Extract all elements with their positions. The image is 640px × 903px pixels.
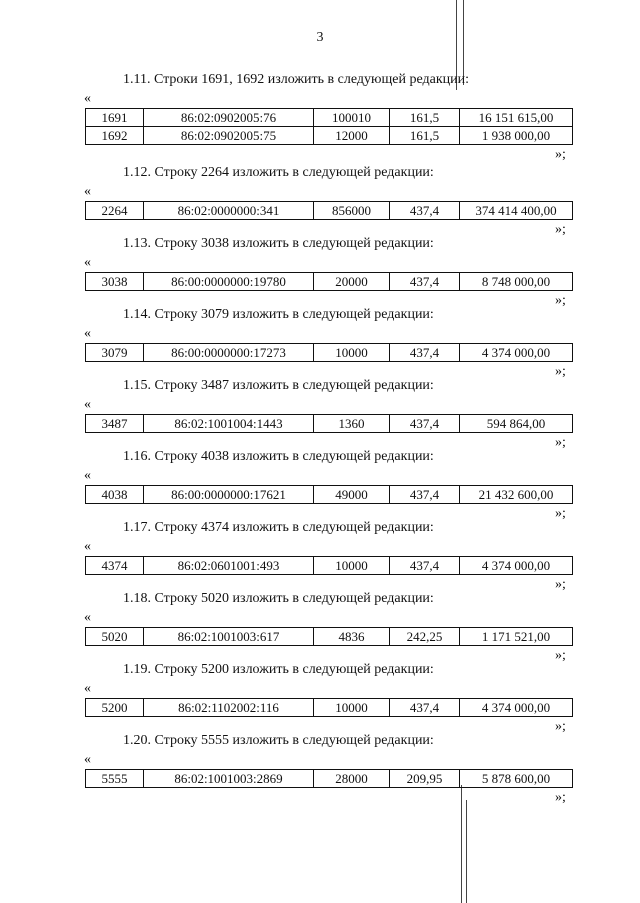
amendment-section <box>0 307 640 377</box>
amount-cell: 1 171 521,00 <box>460 628 573 646</box>
table-row <box>86 486 573 504</box>
amount-cell: 8 748 000,00 <box>460 273 573 291</box>
amendment-section <box>0 165 640 235</box>
amount-cell: 4 374 000,00 <box>460 344 573 362</box>
amendment-section <box>0 733 640 803</box>
amendment-heading: 1.18. Строку 5020 изложить в следующей редакции: <box>123 591 434 606</box>
rate-cell: 437,4 <box>390 202 460 220</box>
open-quote: « <box>84 397 91 412</box>
table-row <box>86 273 573 291</box>
table-row <box>86 557 573 575</box>
cadastral-number-cell: 86:02:0902005:75 <box>144 127 314 145</box>
amendment-table <box>85 769 573 788</box>
open-quote: « <box>84 681 91 696</box>
row-number-cell: 1692 <box>86 127 144 145</box>
amendment-heading: 1.12. Строку 2264 изложить в следующей редакции: <box>123 165 434 180</box>
area-cell: 12000 <box>314 127 390 145</box>
row-number-cell: 5020 <box>86 628 144 646</box>
cadastral-number-cell: 86:00:0000000:19780 <box>144 273 314 291</box>
amendment-section <box>0 236 640 306</box>
amendment-heading: 1.19. Строку 5200 изложить в следующей редакции: <box>123 662 434 677</box>
area-cell: 856000 <box>314 202 390 220</box>
table-row <box>86 770 573 788</box>
row-number-cell: 3487 <box>86 415 144 433</box>
open-quote: « <box>84 752 91 767</box>
amount-cell: 1 938 000,00 <box>460 127 573 145</box>
table-row <box>86 202 573 220</box>
open-quote: « <box>84 326 91 341</box>
cadastral-number-cell: 86:00:0000000:17273 <box>144 344 314 362</box>
cadastral-number-cell: 86:02:1001003:2869 <box>144 770 314 788</box>
amount-cell: 4 374 000,00 <box>460 557 573 575</box>
cadastral-number-cell: 86:02:1001003:617 <box>144 628 314 646</box>
area-cell: 28000 <box>314 770 390 788</box>
area-cell: 1360 <box>314 415 390 433</box>
table-row <box>86 127 573 145</box>
area-cell: 49000 <box>314 486 390 504</box>
amount-cell: 374 414 400,00 <box>460 202 573 220</box>
amendment-heading: 1.13. Строку 3038 изложить в следующей редакции: <box>123 236 434 251</box>
page-number: 3 <box>316 30 324 45</box>
close-quote: »; <box>555 648 566 663</box>
rate-cell: 437,4 <box>390 415 460 433</box>
rate-cell: 437,4 <box>390 273 460 291</box>
row-number-cell: 5200 <box>86 699 144 717</box>
rate-cell: 161,5 <box>390 127 460 145</box>
row-number-cell: 3079 <box>86 344 144 362</box>
close-quote: »; <box>555 293 566 308</box>
close-quote: »; <box>555 435 566 450</box>
amendment-table <box>85 698 573 717</box>
cadastral-number-cell: 86:02:1001004:1443 <box>144 415 314 433</box>
table-row <box>86 628 573 646</box>
amount-cell: 594 864,00 <box>460 415 573 433</box>
open-quote: « <box>84 468 91 483</box>
amendment-section <box>0 520 640 590</box>
amount-cell: 21 432 600,00 <box>460 486 573 504</box>
close-quote: »; <box>555 147 566 162</box>
amendment-heading: 1.14. Строку 3079 изложить в следующей редакции: <box>123 307 434 322</box>
amendment-section <box>0 72 640 162</box>
cadastral-number-cell: 86:02:1102002:116 <box>144 699 314 717</box>
amendment-table <box>85 414 573 433</box>
amendment-heading: 1.11. Строки 1691, 1692 изложить в следующей редакции: <box>123 72 469 87</box>
row-number-cell: 4038 <box>86 486 144 504</box>
close-quote: »; <box>555 790 566 805</box>
amendment-table <box>85 627 573 646</box>
rate-cell: 437,4 <box>390 486 460 504</box>
open-quote: « <box>84 255 91 270</box>
table-row <box>86 109 573 127</box>
rate-cell: 242,25 <box>390 628 460 646</box>
table-row <box>86 344 573 362</box>
open-quote: « <box>84 539 91 554</box>
rate-cell: 209,95 <box>390 770 460 788</box>
amendment-heading: 1.20. Строку 5555 изложить в следующей редакции: <box>123 733 434 748</box>
amendment-section <box>0 662 640 732</box>
close-quote: »; <box>555 577 566 592</box>
rate-cell: 161,5 <box>390 109 460 127</box>
area-cell: 20000 <box>314 273 390 291</box>
row-number-cell: 1691 <box>86 109 144 127</box>
close-quote: »; <box>555 364 566 379</box>
row-number-cell: 4374 <box>86 557 144 575</box>
open-quote: « <box>84 610 91 625</box>
amount-cell: 5 878 600,00 <box>460 770 573 788</box>
rate-cell: 437,4 <box>390 699 460 717</box>
open-quote: « <box>84 91 91 106</box>
amendment-section <box>0 449 640 519</box>
amount-cell: 4 374 000,00 <box>460 699 573 717</box>
area-cell: 10000 <box>314 699 390 717</box>
cadastral-number-cell: 86:02:0601001:493 <box>144 557 314 575</box>
rate-cell: 437,4 <box>390 344 460 362</box>
cadastral-number-cell: 86:00:0000000:17621 <box>144 486 314 504</box>
area-cell: 4836 <box>314 628 390 646</box>
amendment-table <box>85 272 573 291</box>
amendment-table <box>85 201 573 220</box>
row-number-cell: 5555 <box>86 770 144 788</box>
row-number-cell: 3038 <box>86 273 144 291</box>
amendment-table <box>85 556 573 575</box>
close-quote: »; <box>555 222 566 237</box>
amendment-section <box>0 378 640 448</box>
table-row <box>86 699 573 717</box>
amendment-heading: 1.17. Строку 4374 изложить в следующей редакции: <box>123 520 434 535</box>
area-cell: 100010 <box>314 109 390 127</box>
scan-artifact-line <box>466 800 467 903</box>
rate-cell: 437,4 <box>390 557 460 575</box>
cadastral-number-cell: 86:02:0000000:341 <box>144 202 314 220</box>
amendment-heading: 1.15. Строку 3487 изложить в следующей редакции: <box>123 378 434 393</box>
amendment-table <box>85 108 573 145</box>
amendment-heading: 1.16. Строку 4038 изложить в следующей редакции: <box>123 449 434 464</box>
close-quote: »; <box>555 719 566 734</box>
row-number-cell: 2264 <box>86 202 144 220</box>
amendment-table <box>85 343 573 362</box>
amendment-section <box>0 591 640 661</box>
amendment-table <box>85 485 573 504</box>
amount-cell: 16 151 615,00 <box>460 109 573 127</box>
open-quote: « <box>84 184 91 199</box>
close-quote: »; <box>555 506 566 521</box>
table-row <box>86 415 573 433</box>
cadastral-number-cell: 86:02:0902005:76 <box>144 109 314 127</box>
area-cell: 10000 <box>314 557 390 575</box>
area-cell: 10000 <box>314 344 390 362</box>
